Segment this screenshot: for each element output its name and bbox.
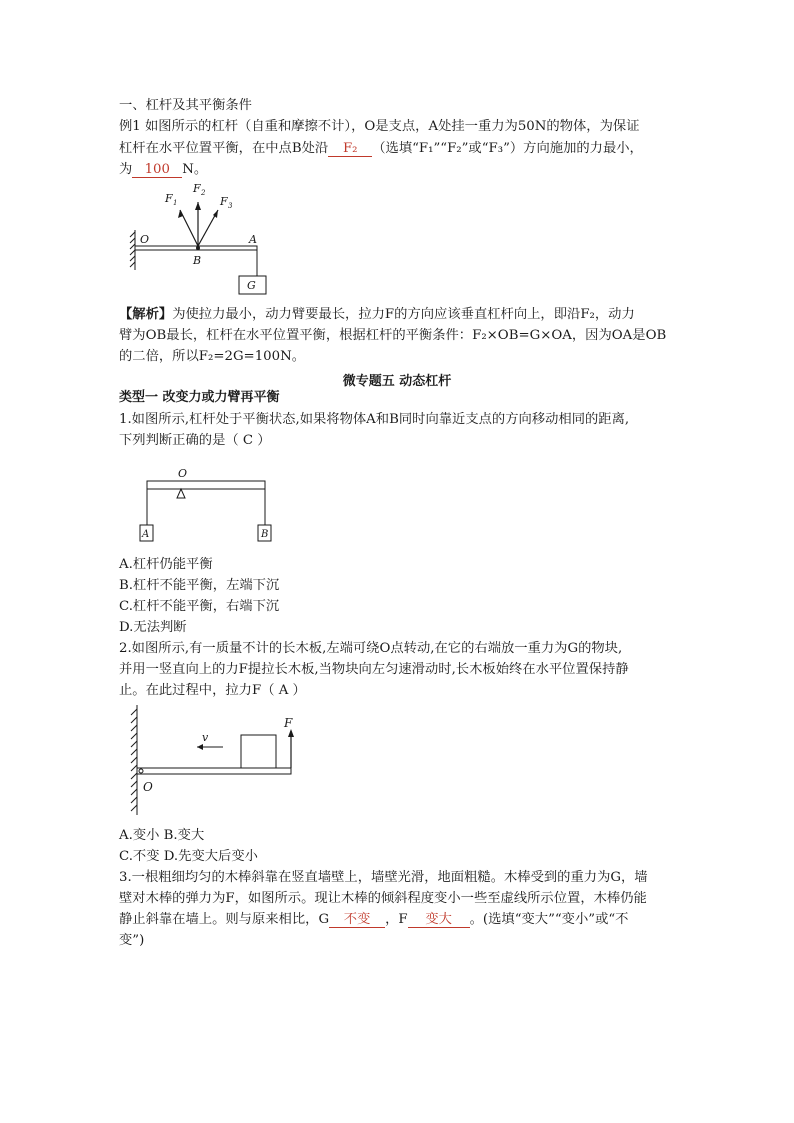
analysis-tag: 【解析】 [119,307,173,322]
q3-stem-line3 [119,910,628,930]
analysis-line2: 臂为OB最长，杠杆在水平位置平衡，根据杠杆的平衡条件：F₂×OB=G×OA，因为OA是OB [119,328,667,343]
analysis-text-1: 为使拉力最小，动力臂要最长，拉力F的方向应该垂直杠杆向上，即沿F₂，动力 [172,307,635,322]
q1-option-d: D.无法判断 [119,620,187,635]
q2-label-o: O [143,780,153,794]
example1-line1: 例1 如图所示的杠杆（自重和摩擦不计），O是支点，A处挂一重力为50N的物体，为保证 [119,119,640,134]
q1-label-o: O [178,467,188,480]
q2-stem-line1: 2.如图所示,有一质量不计的长木板,左端可绕O点转动,在它的右端放一重力为G的物块, [119,641,623,656]
q1-label-a: A [142,529,150,540]
q2-stem-line3: 止。在此过程中，拉力F（ A ） [119,683,306,698]
label-a: A [249,233,257,246]
label-f2: F [193,182,201,195]
wall-hatch [130,230,135,270]
label-b: B [193,254,202,267]
figure-balance-lever [135,465,275,545]
example1-line2 [119,139,643,159]
q2-pivot [139,769,143,773]
q3-answer-g: 不变 [329,912,385,928]
example1-text-3: 为 [119,162,133,177]
q3-stem-line2: 壁对木棒的弹力为F，如图所示。现让木棒的倾斜程度变小一些至虚线所示位置，木棒仍能 [119,891,647,906]
q2-label-v: v [202,731,209,744]
q2-board [137,768,291,774]
label-o: O [140,233,150,246]
q2-options-row2: C.不变 D.先变大后变小 [119,849,258,864]
q1-stem-line1: 1.如图所示,杠杆处于平衡状态,如果将物体A和B同时向靠近支点的方向移动相同的距离, [119,412,630,427]
q1-lever-bar [147,481,265,489]
q1-stem-line2: 下列判断正确的是（ C ） [119,433,271,448]
section-heading: 一、杠杆及其平衡条件 [119,98,252,113]
q1-option-c: C.杠杆不能平衡，右端下沉 [119,599,280,614]
q3-text-3: 。(选填“变大”“变小”或“不 [469,912,629,927]
label-f3-sub: 3 [228,202,233,210]
example1-text-2: （选填“F₁”“F₂”或“F₃”）方向施加的力最小， [372,141,643,156]
example1-text: 杠杆在水平位置平衡，在中点B处沿 [119,141,329,156]
q3-text-1: 静止斜靠在墙上。则与原来相比，G [119,912,330,927]
example1-unit: N。 [182,162,208,177]
example1-answer-force: F₂ [328,141,372,157]
q2-options-row1: A.变小 B.变大 [119,828,205,843]
q1-option-a: A.杠杆仍能平衡 [119,557,213,572]
q3-answer-f: 变大 [408,912,470,928]
point-b-dot [196,246,200,250]
figure-board-block [125,705,300,820]
figure-lever-forces [125,180,285,300]
q2-label-f: F [284,716,293,730]
q2-block [241,735,276,768]
q3-stem-line4: 变”) [119,933,145,948]
label-f3: F [220,195,228,208]
q2-stem-line2: 并用一竖直向上的力F提拉长木板,当物块向左匀速滑动时,长木板始终在水平位置保持静 [119,662,629,677]
example1-line3 [119,160,207,180]
q3-stem-line1: 3.一根粗细均匀的木棒斜靠在竖直墙壁上，墙壁光滑，地面粗糙。木棒受到的重力为G，墙 [119,870,648,885]
q1-option-b: B.杠杆不能平衡，左端下沉 [119,578,280,593]
example1-answer-value: 100 [132,162,182,178]
type-heading: 类型一 改变力或力臂再平衡 [119,390,280,405]
label-f1-sub: 1 [173,199,178,207]
q3-text-2: ，F [385,912,408,927]
analysis-line1 [119,305,635,325]
topic-title: 微专题五 动态杠杆 [342,374,452,389]
q1-label-b: B [261,529,269,540]
q1-fulcrum [177,489,185,498]
q2-wall [131,705,137,815]
analysis-line3: 的二倍，所以F₂=2G=100N。 [119,349,306,364]
label-f1: F [165,192,173,205]
label-f2-sub: 2 [201,189,206,197]
label-g: G [247,279,256,292]
